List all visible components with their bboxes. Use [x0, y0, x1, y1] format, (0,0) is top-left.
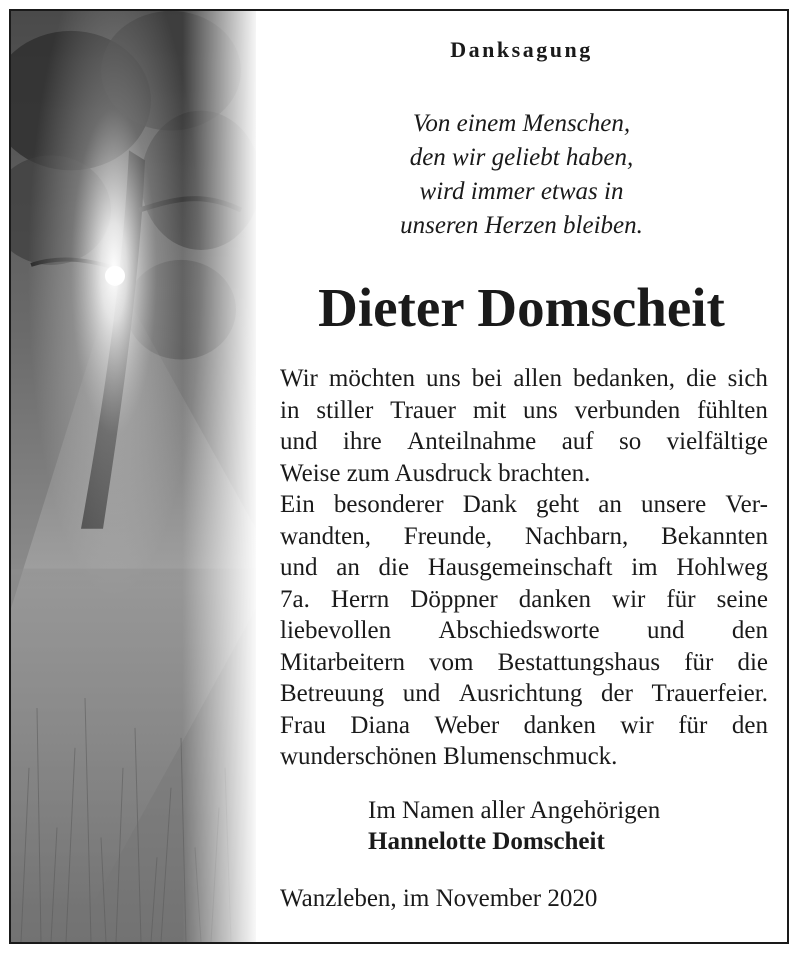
quote-line: unseren Herzen bleiben. — [400, 212, 643, 239]
word: im — [631, 554, 658, 581]
word: bedanken, — [573, 365, 676, 392]
body-line — [280, 552, 768, 584]
word: seine — [716, 585, 768, 613]
word: ihre — [342, 428, 382, 455]
body-line — [280, 395, 768, 427]
word: verbunden — [574, 396, 681, 424]
word: an — [336, 554, 360, 581]
word: Wir — [280, 365, 318, 392]
word: danken — [518, 585, 591, 613]
word: Ein — [280, 491, 315, 518]
word: Bestattungshaus — [497, 648, 661, 676]
word: sich — [727, 365, 768, 392]
word: Nachbarn, — [524, 522, 629, 550]
obituary-content — [269, 11, 774, 942]
word: Freunde, — [403, 522, 492, 550]
word: Diana — [350, 711, 411, 739]
word: den — [731, 617, 768, 644]
word: den — [731, 711, 768, 739]
word: Trauer — [390, 396, 456, 424]
word: stiller — [316, 396, 374, 424]
word: Döppner — [410, 585, 498, 613]
word: vom — [429, 648, 474, 676]
word: der — [601, 680, 633, 707]
word: und — [280, 554, 318, 581]
word: bei — [471, 365, 503, 392]
word: und — [280, 428, 318, 455]
signature-block — [368, 795, 660, 857]
word: Mitarbeitern — [280, 648, 405, 676]
word: danken — [523, 711, 596, 739]
word: die — [378, 554, 410, 581]
word: Betreuung — [280, 680, 385, 707]
quote-line: wird immer etwas in — [419, 178, 624, 205]
forest-image — [11, 11, 256, 942]
place-date: Wanzleben, im November 2020 — [280, 885, 598, 912]
body-line: wunderschönen Blumenschmuck. — [280, 743, 618, 770]
obituary-frame — [9, 9, 789, 944]
body-line — [280, 710, 768, 742]
word: liebevollen — [280, 617, 392, 644]
body-line — [280, 363, 768, 395]
word: 7a. — [280, 585, 310, 613]
quote-line: den wir geliebt haben, — [409, 144, 634, 171]
word: und — [646, 617, 685, 644]
notice-heading: Danksagung — [450, 37, 593, 62]
word: Abschiedsworte — [438, 617, 600, 644]
word: Herrn — [330, 585, 390, 613]
word: so — [619, 428, 642, 455]
word: Hausgemeinschaft — [427, 554, 613, 581]
signature-name: Hannelotte Domscheit — [368, 828, 605, 855]
word: die — [686, 365, 717, 392]
signature-intro: Im Namen aller Angehörigen — [368, 797, 661, 824]
word: und — [402, 680, 441, 707]
word: wir — [620, 711, 654, 739]
word: Hohlweg — [676, 554, 768, 581]
word: wir — [612, 585, 646, 613]
word: Dank — [462, 491, 517, 518]
deceased-name: Dieter Domscheit — [318, 277, 725, 338]
word: für — [666, 585, 696, 613]
word: uns — [523, 396, 558, 424]
body-line — [280, 647, 768, 679]
word: Weber — [434, 711, 500, 739]
body-line — [280, 678, 768, 710]
word: besonderer — [333, 491, 444, 518]
word: mit — [472, 396, 507, 424]
word: unsere — [640, 491, 707, 518]
word: allen — [513, 365, 562, 392]
body-line: Weise zum Ausdruck brachten. — [280, 459, 591, 487]
body-line — [280, 584, 768, 616]
thank-you-text — [280, 363, 768, 773]
word: die — [737, 648, 768, 676]
tree-sunlight-photo — [11, 11, 256, 942]
memorial-quote — [269, 107, 774, 243]
word: uns — [426, 365, 461, 392]
body-line — [280, 615, 768, 647]
body-line — [280, 426, 768, 458]
word: Ver- — [725, 491, 768, 518]
word: Frau — [280, 711, 326, 739]
body-line — [280, 489, 768, 521]
body-line — [280, 521, 768, 553]
word: für — [684, 648, 714, 676]
word: an — [598, 491, 622, 518]
word: wandten, — [280, 522, 371, 550]
word: Bekannten — [661, 522, 768, 550]
word: vielfältige — [666, 428, 768, 455]
quote-line: Von einem Menschen, — [412, 110, 631, 137]
word: für — [678, 711, 708, 739]
word: Trauerfeier. — [651, 680, 768, 707]
word: möchten — [328, 365, 415, 392]
word: in — [280, 396, 300, 424]
word: fühlten — [697, 396, 768, 424]
word: Ausrichtung — [458, 680, 583, 707]
word: geht — [536, 491, 580, 518]
word: Anteilnahme — [407, 428, 537, 455]
word: auf — [561, 428, 594, 455]
